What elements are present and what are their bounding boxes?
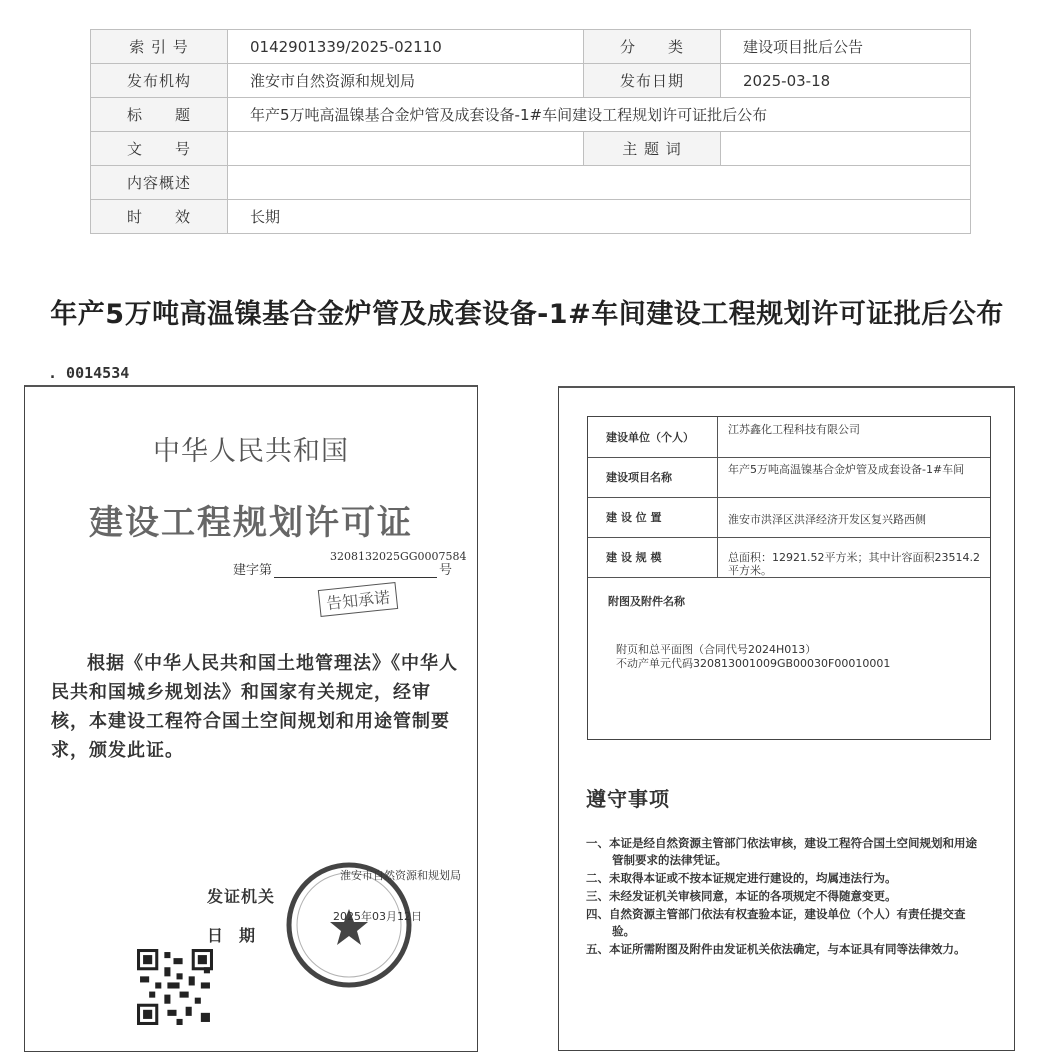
- commitment-stamp: 告知承诺: [318, 582, 398, 617]
- validity-value: 长期: [228, 200, 971, 234]
- publisher-label: 发布机构: [91, 64, 228, 98]
- list-item: 二、未取得本证或不按本证规定进行建设的，均属违法行为。: [586, 871, 897, 885]
- list-item: 一、本证是经自然资源主管部门依法审核，建设工程符合国土空间规划和用途管制要求的法律凭证。: [586, 836, 977, 867]
- date-label: 发布日期: [584, 64, 721, 98]
- attachments-label: 附图及附件名称: [608, 595, 685, 608]
- title-value: 年产5万吨高温镍基合金炉管及成套设备-1#车间建设工程规划许可证批后公布: [228, 98, 971, 132]
- certificate-back-scan: [558, 386, 1015, 1051]
- table-row: [91, 166, 971, 200]
- title-label: 标 题: [91, 98, 228, 132]
- project-info-table: [587, 416, 991, 740]
- table-row: [588, 537, 990, 578]
- issuer-name: 淮安市自然资源和规划局: [340, 869, 461, 882]
- category-value: 建设项目批后公告: [721, 30, 971, 64]
- validity-label: 时 效: [91, 200, 228, 234]
- jianzi-line: [233, 559, 452, 578]
- docno-value: [228, 132, 584, 166]
- table-row: [588, 497, 990, 538]
- certificate-body: 根据《中华人民共和国土地管理法》《中华人民共和国城乡规划法》和国家有关规定，经审核，本建设工程符合国土空间规划和用途管制要求，颁发此证。: [51, 653, 458, 761]
- docno-label: 文 号: [91, 132, 228, 166]
- summary-value: [228, 166, 971, 200]
- table-cell: 总面积：12921.52平方米；其中计容面积23514.2平方米。: [728, 551, 980, 577]
- date-value: 2025-03-18: [721, 64, 971, 98]
- table-cell: 建 设 位 置: [588, 497, 718, 537]
- certificate-title: 建设工程规划许可证: [89, 503, 413, 543]
- metadata-table: [90, 29, 971, 234]
- underline: [274, 576, 437, 578]
- attachment-line: 不动产单元代码320813001009GB00030F00010001: [616, 657, 891, 670]
- publisher-value: 淮安市自然资源和规划局: [228, 64, 584, 98]
- page-title: 年产5万吨高温镍基合金炉管及成套设备-1#车间建设工程规划许可证批后公布: [50, 299, 1004, 330]
- index-label: 索 引 号: [91, 30, 228, 64]
- summary-label: 内容概述: [91, 166, 228, 200]
- issuer-label: 发证机关: [207, 887, 276, 906]
- table-row: [91, 30, 971, 64]
- table-cell: 淮安市洪泽区洪泽经济开发区复兴路西侧: [728, 513, 926, 526]
- table-row: [91, 64, 971, 98]
- issue-date: 2025年03月12日: [333, 910, 422, 923]
- certificate-front-scan: [24, 385, 478, 1052]
- table-row: [91, 98, 971, 132]
- rules-list: [586, 835, 988, 959]
- jianzi-suffix: 号: [439, 563, 453, 578]
- rules-title: 遵守事项: [586, 787, 670, 811]
- table-row: [91, 132, 971, 166]
- category-label: 分 类: [584, 30, 721, 64]
- table-cell: 年产5万吨高温镍基合金炉管及成套设备-1#车间: [728, 463, 965, 476]
- list-item: 四、自然资源主管部门依法有权查验本证，建设单位（个人）有责任提交查验。: [586, 907, 966, 938]
- table-cell: 建 设 规 模: [588, 537, 718, 577]
- table-row: [588, 457, 990, 498]
- keywords-value: [721, 132, 971, 166]
- table-cell: 江苏鑫化工程科技有限公司: [728, 423, 860, 436]
- certificate-serial: . 0014534: [48, 364, 130, 382]
- keywords-label: 主 题 词: [584, 132, 721, 166]
- table-cell: 建设单位（个人）: [588, 417, 718, 457]
- certificate-country: 中华人民共和国: [153, 436, 349, 467]
- list-item: 五、本证所需附图及附件由发证机关依法确定，与本证具有同等法律效力。: [586, 942, 966, 956]
- index-value: 0142901339/2025-02110: [228, 30, 584, 64]
- jianzi-prefix: 建字第: [233, 563, 273, 578]
- issue-date-label: 日期: [207, 926, 272, 945]
- certificate-number: 3208132025GG0007584: [330, 550, 467, 563]
- attachment-line: 附页和总平面图（合同代号2024H013）: [616, 643, 817, 656]
- list-item: 三、未经发证机关审核同意，本证的各项规定不得随意变更。: [586, 889, 897, 903]
- table-cell: 建设项目名称: [588, 457, 718, 497]
- table-row: [91, 200, 971, 234]
- qr-code-icon: [137, 949, 213, 1025]
- table-row: [588, 417, 990, 458]
